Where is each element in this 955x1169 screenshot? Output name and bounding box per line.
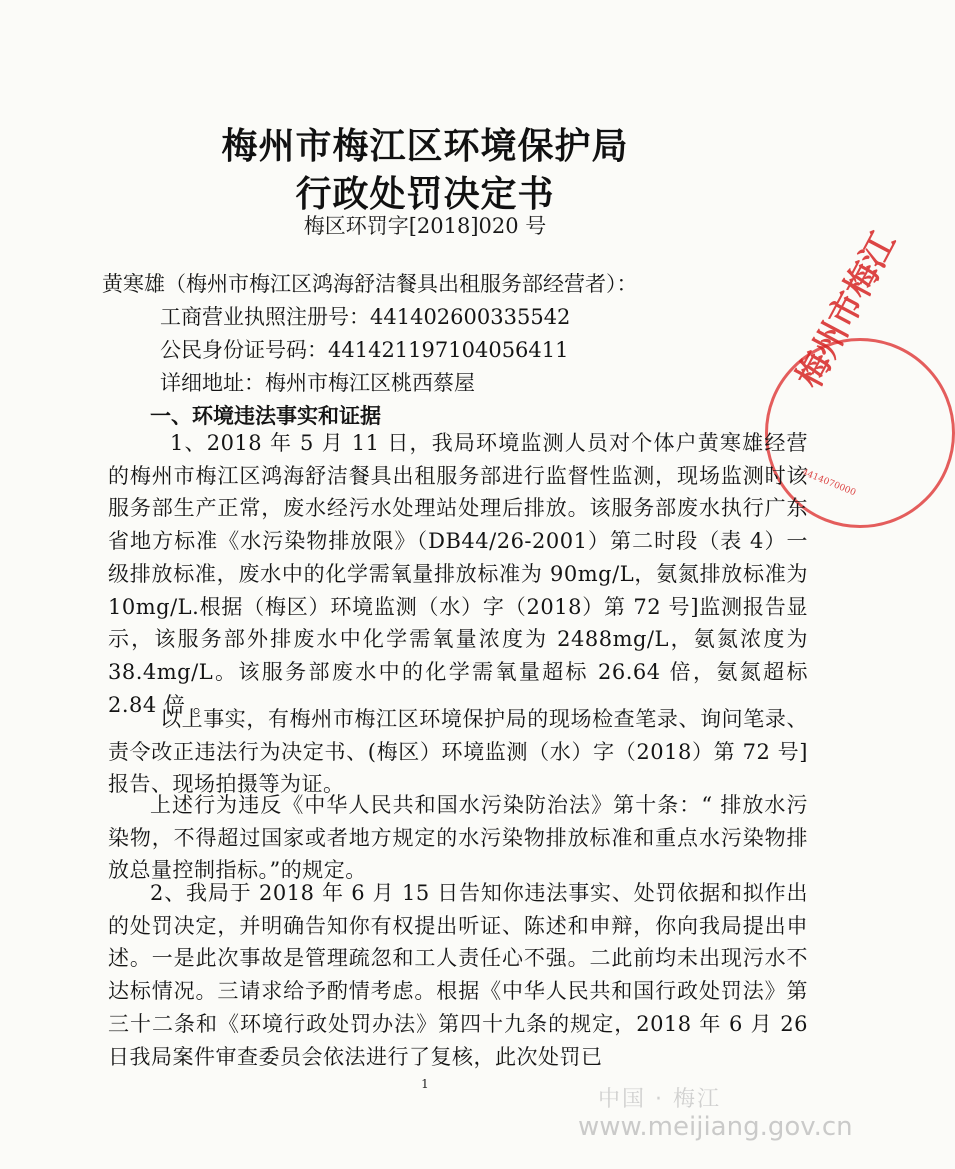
official-seal-code: 4414070000	[800, 467, 858, 499]
paragraph-monitoring-results: 1、2018 年 5 月 11 日，我局环境监测人员对个体户黄寒雄经营的梅州市梅江区鸿海舒洁餐具出租服务部进行监督性监测，现场监测时该服务部生产正常，废水经污水处理站处理后排放。该服务部废水执行广东省地方标准《水污染物排放限》（DB44/26-2001）第二时段（表 4）一级排放标准，废水中的化学需氧量排放标准为 90mg/L，氨氮排放标准为 10mg/L.根据（梅区）环境监测（水）字（2018）第 72 号]监测报告显示，该服务部外排废水中化学需氧量浓度为 2488mg/L，氨氮浓度为 38.4mg/L。该服务部废水中的化学需氧量超标 26.64 倍，氨氮超标 2.84 倍 。	[108, 431, 808, 717]
section-heading-violation-facts: 一、环境违法事实和证据	[150, 403, 381, 428]
business-license-number: 工商营业执照注册号：441402600335542	[160, 305, 571, 329]
page-number: 1	[421, 1077, 429, 1091]
document-number: 梅区环罚字[2018]020 号	[303, 214, 547, 238]
addressee: 黄寒雄（梅州市梅江区鸿海舒洁餐具出租服务部经营者）：	[102, 272, 638, 296]
document-page: 梅州市梅江 4414070000 梅州市梅江区环境保护局 行政处罚决定书 梅区环罚字[2018]020 号 黄寒雄（梅州市梅江区鸿海舒洁餐具出租服务部经营者）： 工商营业执照注册号：441402600335542 公民身份证号码：441421197104056411 详细地址：梅州市梅江区桃西蔡屋 一、环境违法事实和证据 1、2018 年 5 月 11 日，我局环境监测人员对个体户黄寒雄经营的梅州市梅江区鸿海舒洁餐具出租服务部进行监督性监测，现场监测时该服务部生产正常，废水经污水处理站处理后排放。该服务部废水执行广东省地方标准《水污染物排放限》（DB44/26-2001）第二时段（表 4）一级排放标准，废水中的化学需氧量排放标准为 90mg/L，氨氮排放标准为 10mg/L.根据（梅区）环境监测（水）字（2018）第 72 号]监测报告显示，该服务部外排废水中化学需氧量浓度为 2488mg/L，氨氮浓度为 38.4mg/L。该服务部废水中的化学需氧量超标 26.64 倍，氨氮超标 2.84 倍 。 以上事实，有梅州市梅江区环境保护局的现场检查笔录、询问笔录、责令改正违法行为决定书、(梅区）环境监测（水）字（2018）第 72 号]报告、现场拍摄等为证。 上述行为违反《中华人民共和国水污染防治法》第十条：“ 排放水污染物，不得超过国家或者地方规定的水污染物排放标准和重点水污染物排放总量控制指标。”的规定。 2、我局于 2018 年 6 月 15 日告知你违法事实、处罚依据和拟作出的处罚决定，并明确告知你有权提出听证、陈述和申辩，你向我局提出申述。一是此次事故是管理疏忽和工人责任心不强。二此前均未出现污水不达标情况。三请求给予酌情考虑。根据《中华人民共和国行政处罚法》第三十二条和《环境行政处罚办法》第四十九条的规定，2018 年 6 月 26 日我局案件审查委员会依法进行了复核，此次处罚已 1 中国 · 梅江 www.meijiang.gov.cn	[0, 0, 850, 1169]
paragraph-legal-basis: 上述行为违反《中华人民共和国水污染防治法》第十条：“ 排放水污染物，不得超过国家或者地方规定的水污染物排放标准和重点水污染物排放总量控制指标。”的规定。	[108, 793, 808, 883]
document-title-agency: 梅州市梅江区环境保护局	[221, 126, 629, 167]
detailed-address: 详细地址：梅州市梅江区桃西蔡屋	[160, 371, 475, 395]
id-card-number: 公民身份证号码：441421197104056411	[160, 338, 569, 362]
watermark-site-name: 中国 · 梅江	[598, 1087, 721, 1112]
watermark-url: www.meijiang.gov.cn	[578, 1112, 853, 1142]
paragraph-hearing-notice: 2、我局于 2018 年 6 月 15 日告知你违法事实、处罚依据和拟作出的处罚决定，并明确告知你有权提出听证、陈述和申辩，你向我局提出申述。一是此次事故是管理疏忽和工人责任心不强。二此前均未出现污水不达标情况。三请求给予酌情考虑。根据《中华人民共和国行政处罚法》第三十二条和《环境行政处罚办法》第四十九条的规定，2018 年 6 月 26 日我局案件审查委员会依法进行了复核，此次处罚已	[108, 881, 808, 1069]
document-title-type: 行政处罚决定书	[295, 174, 555, 215]
paragraph-evidence: 以上事实，有梅州市梅江区环境保护局的现场检查笔录、询问笔录、责令改正违法行为决定书、(梅区）环境监测（水）字（2018）第 72 号]报告、现场拍摄等为证。	[108, 707, 808, 797]
